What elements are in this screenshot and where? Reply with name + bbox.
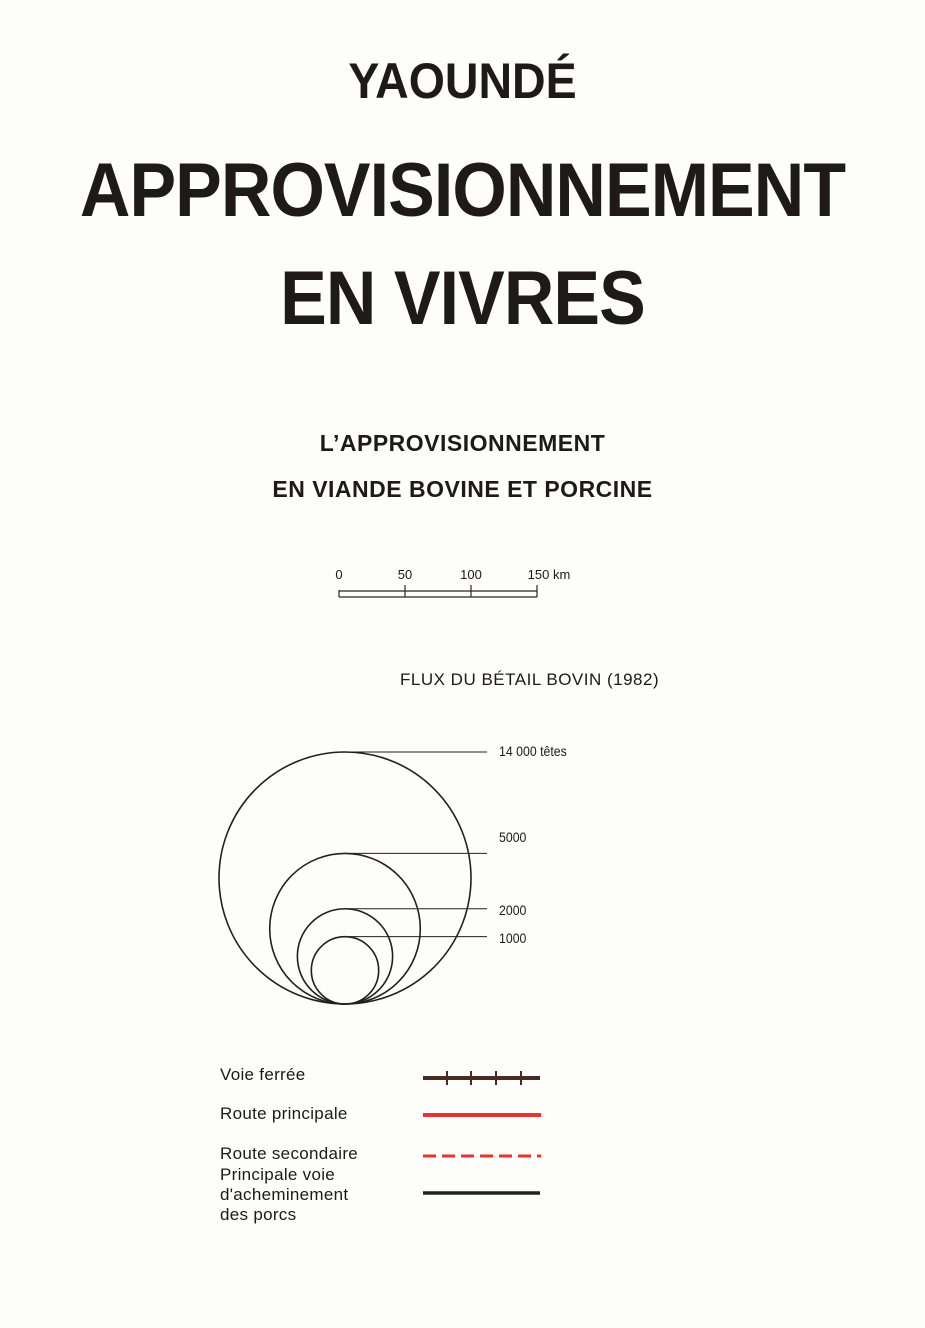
circle-label-14000: 14 000 têtes [499, 743, 567, 759]
main-title-line1: APPROVISIONNEMENT [79, 148, 846, 233]
legend-symbols [423, 1071, 541, 1193]
subtitle-line1: L’APPROVISIONNEMENT [319, 430, 606, 456]
scale-label-0: 0 [335, 567, 343, 582]
circle-2000 [297, 909, 392, 1004]
legend-label-secondary-road: Route secondaire [220, 1144, 359, 1163]
legend-symbol-railway [423, 1071, 540, 1085]
scale-label-100: 100 [460, 567, 482, 582]
circle-14000 [219, 752, 471, 1004]
legend-label-pig-route: Principale voie d'acheminement des porcs [220, 1165, 349, 1224]
proportional-circles [219, 752, 487, 1004]
circle-label-1000: 1000 [499, 930, 527, 946]
scale-label-150: 150 km [527, 567, 571, 582]
circle-1000 [311, 937, 378, 1004]
legend-label-main-road: Route principale [220, 1104, 348, 1123]
city-title: YAOUNDÉ [348, 53, 577, 109]
legend-label-railway: Voie ferrée [220, 1065, 306, 1084]
flux-title: FLUX DU BÉTAIL BOVIN (1982) [400, 670, 660, 689]
circle-5000 [270, 853, 421, 1004]
subtitle-line2: EN VIANDE BOVINE ET PORCINE [272, 476, 653, 502]
circle-label-2000: 2000 [499, 902, 527, 918]
scale-bar [339, 585, 537, 597]
scale-label-50: 50 [397, 567, 413, 582]
main-title-line2: EN VIVRES [280, 256, 645, 341]
circle-label-5000: 5000 [499, 829, 527, 845]
